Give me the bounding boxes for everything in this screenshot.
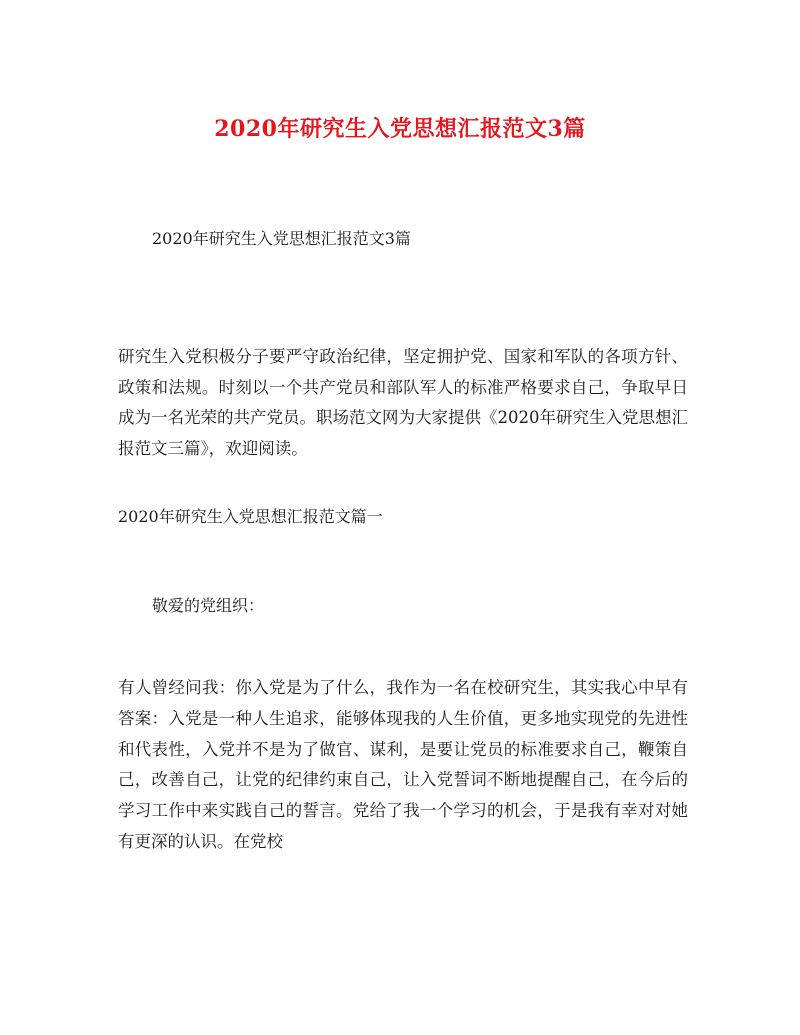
intro-paragraph: 研究生入党积极分子要严守政治纪律，坚定拥护党、国家和军队的各项方针、政策和法规。时刻以一个共产党员和部队军人的标准严格要求自己，争取早日成为一名光荣的共产党员。职场范文网为大家提供《2020年研究生入党思想汇报范文三篇》，欢迎阅读。	[118, 347, 688, 458]
document-subtitle: 2020年研究生入党思想汇报范文3篇	[152, 229, 411, 248]
document-title: 2020年研究生入党思想汇报范文3篇	[214, 116, 586, 142]
section-heading: 2020年研究生入党思想汇报范文篇一	[118, 507, 383, 526]
salutation: 敬爱的党组织：	[152, 596, 265, 615]
body-paragraph: 有人曾经问我：你入党是为了什么，我作为一名在校研究生，其实我心中早有答案：入党是一种人生追求，能够体现我的人生价值，更多地实现党的先进性和代表性，入党并不是为了做官、谋利，是要让党员的标准要求自己，鞭策自己，改善自己，让党的纪律约束自己，让入党誓词不断地提醒自己，在今后的学习工作中来实践自己的誓言。党给了我一个学习的机会，于是我有幸对对她有更深的认识。在党校	[118, 678, 688, 851]
